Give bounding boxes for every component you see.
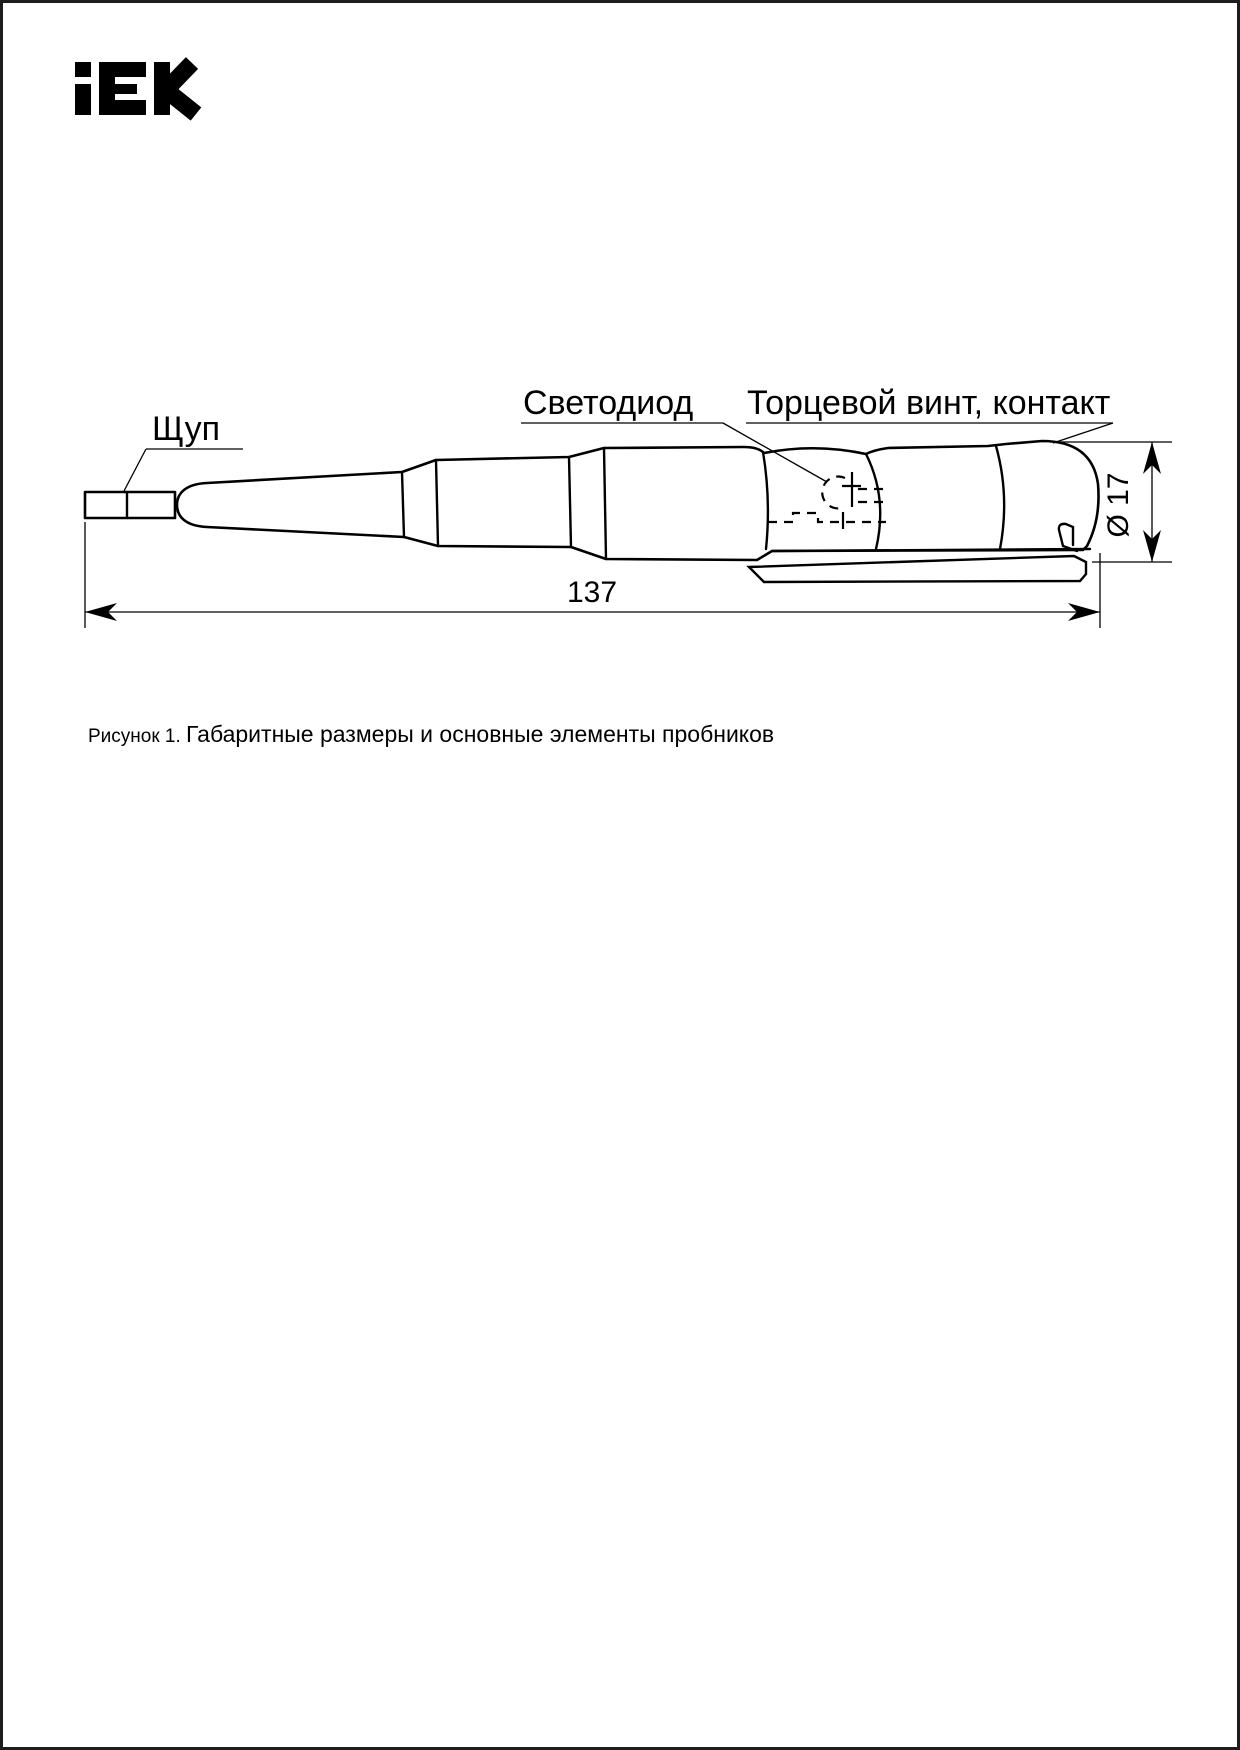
leader-line <box>1053 423 1113 443</box>
probe-drawing <box>85 441 1099 582</box>
logo-e-top <box>99 62 146 77</box>
leader-line <box>124 449 146 491</box>
label-led-text: Светодиод <box>523 384 694 422</box>
label-end-screw-text: Торцевой винт, контакт <box>747 384 1111 422</box>
label-probe-tip <box>124 410 243 491</box>
logo-e-bottom <box>99 100 146 115</box>
probe-blade <box>85 492 175 518</box>
iek-logo <box>75 62 196 115</box>
logo-i-stem <box>75 84 91 115</box>
probe-outline <box>177 441 1099 560</box>
logo-k-lower-diagonal <box>166 90 196 114</box>
logo-e-mid <box>99 84 137 94</box>
figure-caption-prefix: Рисунок 1. <box>88 726 181 747</box>
dimension-diameter-value: Ø 17 <box>1102 472 1135 538</box>
figure-caption <box>88 721 774 747</box>
label-end-screw <box>746 384 1113 443</box>
logo-i-dot <box>75 62 91 77</box>
page-frame <box>2 2 1239 1749</box>
figure-caption-text: Габаритные размеры и основные элементы пробников <box>186 721 775 747</box>
label-probe-tip-text: Щуп <box>152 410 221 448</box>
clip-body <box>749 556 1086 582</box>
dimension-length-value: 137 <box>566 576 618 609</box>
